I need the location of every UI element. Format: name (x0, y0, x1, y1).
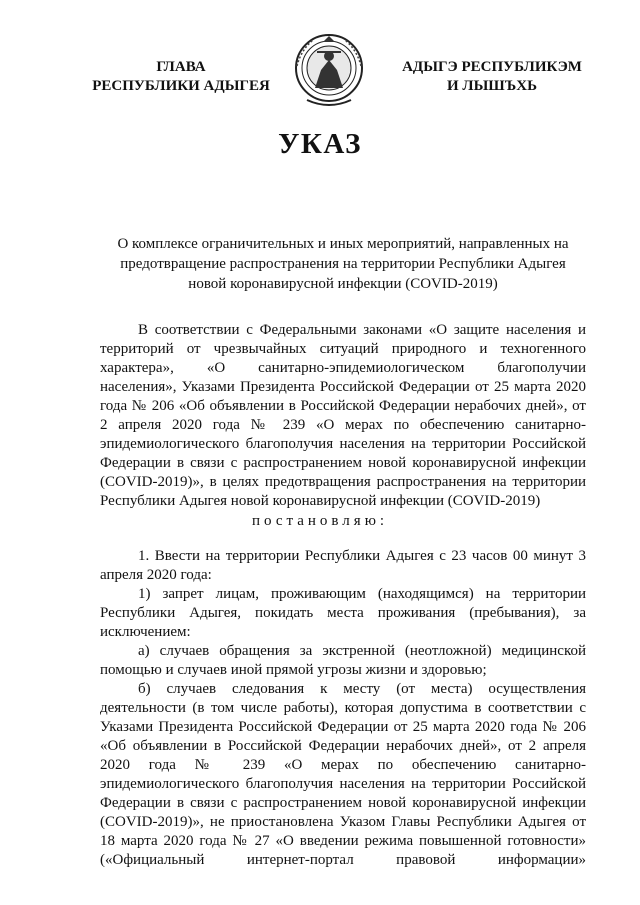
body-line: 18 марта 2020 года № 27 «О введении режима повышенной готовности» (100, 833, 586, 849)
body-line: помощью и случаев иной прямой угрозы жизни и здоровью; (100, 662, 487, 678)
preamble-line: Республики Адыгея новой коронавирусной инфекции (COVID-2019) (100, 493, 541, 509)
preamble-line: (COVID-2019)», в целях предотвращения распространения на территории (100, 474, 586, 490)
preamble-line: населения», Указами Президента Российской Федерации от 25 марта 2020 (100, 379, 586, 395)
body-line: б) случаев следования к месту (от места) осуществления (138, 681, 586, 697)
body-line: а) случаев обращения за экстренной (неотложной) медицинской (138, 643, 586, 659)
subject-line: новой коронавирусной инфекции (COVID-2019) (188, 276, 498, 292)
header-right-line-2: И ЛЫШЪХЬ (446, 78, 538, 94)
header-right-authority (392, 58, 592, 96)
body-line: Указами Президента Российской Федерации от 25 марта 2020 года № 206 (100, 719, 586, 735)
header-left-authority (88, 58, 274, 96)
coat-of-arms-emblem-icon (293, 30, 365, 110)
body-line: Федерации в связи с распространением новой коронавирусной инфекции (100, 795, 586, 811)
preamble-line: Федерации в связи с распространением новой коронавирусной инфекции (100, 455, 586, 471)
body-line: апреля 2020 года: (100, 567, 212, 583)
document-title: УКАЗ (278, 128, 362, 160)
body-line: («Официальный интернет-портал правовой информации» (100, 852, 586, 868)
body-line: исключением: (100, 624, 191, 640)
body-line: «Об объявлении в Российской Федерации нерабочих дней», от 2 апреля (100, 738, 586, 754)
preamble-line: В соответствии с Федеральными законами «О защите населения и (138, 322, 586, 338)
subject-line: предотвращение распространения на территории Республики Адыгея (120, 256, 566, 272)
body-line: 1. Ввести на территории Республики Адыгея с 23 часов 00 минут 3 (138, 548, 586, 564)
subject-line: О комплексе ограничительных и иных мероприятий, направленных на (117, 236, 569, 252)
preamble-paragraph (100, 321, 586, 511)
header-left-line-2: РЕСПУБЛИКИ АДЫГЕЯ (92, 78, 270, 94)
body-line: деятельности (в том числе работы), которая допустима в соответствии с (100, 700, 586, 716)
preamble-line: территорий от чрезвычайных ситуаций природного и техногенного (100, 341, 586, 357)
preamble-line: года № 206 «Об объявлении в Российской Федерации нерабочих дней», от (100, 398, 586, 414)
decree-body (100, 547, 586, 870)
body-line: эпидемиологического благополучия населения на территории Российской (100, 776, 586, 792)
body-line: Республики Адыгея, покидать места проживания (пребывания), за (100, 605, 586, 621)
preamble-line: характера», «О санитарно-эпидемиологическом благополучии (100, 360, 586, 376)
preamble-line: 2 апреля 2020 года № 239 «О мерах по обеспечению санитарно- (100, 417, 586, 433)
header-left-line-1: ГЛАВА (156, 59, 206, 75)
preamble-line: эпидемиологического благополучия населения на территории Российской (100, 436, 586, 452)
body-line: (COVID-2019)», не приостановлена Указом Главы Республики Адыгея от (100, 814, 586, 830)
header-right-line-1: АДЫГЭ РЕСПУБЛИКЭМ (402, 59, 582, 75)
decree-word: постановляю: (251, 513, 389, 529)
body-line: 2020 года № 239 «О мерах по обеспечению санитарно- (100, 757, 586, 773)
document-subject (100, 234, 586, 294)
body-line: 1) запрет лицам, проживающим (находящимся) на территории (138, 586, 586, 602)
